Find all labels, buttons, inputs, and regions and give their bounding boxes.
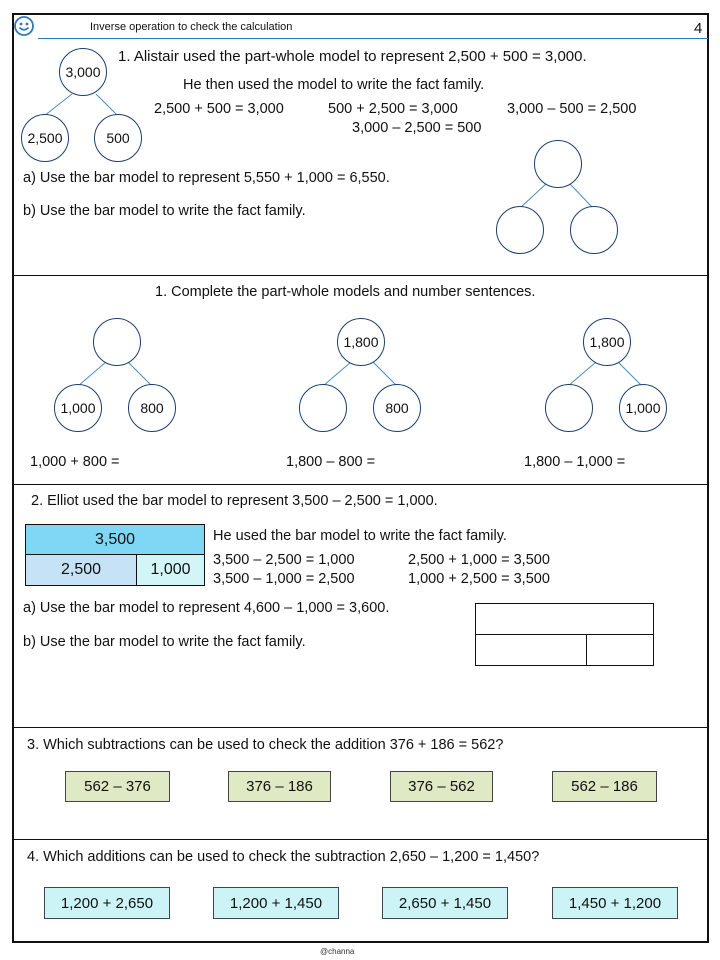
model-c-part-left[interactable] bbox=[545, 384, 593, 432]
fact-2: 500 + 2,500 = 3,000 bbox=[328, 101, 458, 117]
addition-option-3[interactable]: 2,650 + 1,450 bbox=[382, 887, 508, 919]
page-number: 4 bbox=[694, 20, 703, 37]
section-divider bbox=[14, 839, 708, 840]
section-divider bbox=[14, 484, 708, 485]
empty-bar-part-right[interactable] bbox=[586, 634, 654, 666]
part-circle-left: 2,500 bbox=[21, 114, 69, 162]
subtraction-option-2[interactable]: 376 – 186 bbox=[228, 771, 331, 802]
bar-task-b: b) Use the bar model to write the fact family. bbox=[23, 634, 306, 650]
empty-bar-part-left[interactable] bbox=[475, 634, 587, 666]
addition-option-2[interactable]: 1,200 + 1,450 bbox=[213, 887, 339, 919]
empty-part-circle-left[interactable] bbox=[496, 206, 544, 254]
question-2-text: 2. Elliot used the bar model to represent 3,500 – 2,500 = 1,000. bbox=[31, 493, 438, 509]
fact-4: 3,000 – 2,500 = 500 bbox=[352, 120, 482, 136]
bar-fact-family-intro: He used the bar model to write the fact family. bbox=[213, 528, 507, 544]
bar-task-a: a) Use the bar model to represent 4,600 – 1,000 = 3,600. bbox=[23, 600, 390, 616]
fact-family-intro: He then used the model to write the fact family. bbox=[183, 77, 485, 93]
addition-option-4[interactable]: 1,450 + 1,200 bbox=[552, 887, 678, 919]
bar-fact-2: 2,500 + 1,000 = 3,500 bbox=[408, 552, 550, 568]
question-1-text: 1. Alistair used the part-whole model to represent 2,500 + 500 = 3,000. bbox=[118, 48, 587, 65]
model-a-part-left: 1,000 bbox=[54, 384, 102, 432]
question-4-text: 4. Which additions can be used to check the subtraction 2,650 – 1,200 = 1,450? bbox=[27, 849, 540, 865]
model-c-whole: 1,800 bbox=[583, 318, 631, 366]
bar-part-left: 2,500 bbox=[25, 554, 137, 586]
section-divider bbox=[14, 275, 708, 276]
fact-3: 3,000 – 500 = 2,500 bbox=[507, 101, 637, 117]
addition-option-1[interactable]: 1,200 + 2,650 bbox=[44, 887, 170, 919]
task-a: a) Use the bar model to represent 5,550 + 1,000 = 6,550. bbox=[23, 170, 390, 186]
bar-fact-1: 3,500 – 2,500 = 1,000 bbox=[213, 552, 355, 568]
bar-fact-3: 3,500 – 1,000 = 2,500 bbox=[213, 571, 355, 587]
bar-part-right: 1,000 bbox=[136, 554, 205, 586]
empty-whole-circle[interactable] bbox=[534, 140, 582, 188]
model-c-sentence[interactable]: 1,800 – 1,000 = bbox=[524, 454, 626, 470]
model-c-part-right: 1,000 bbox=[619, 384, 667, 432]
worksheet-title: Inverse operation to check the calculation bbox=[90, 21, 293, 33]
subtraction-option-3[interactable]: 376 – 562 bbox=[390, 771, 493, 802]
model-b-whole: 1,800 bbox=[337, 318, 385, 366]
empty-part-circle-right[interactable] bbox=[570, 206, 618, 254]
header-rule bbox=[38, 38, 708, 39]
section-divider bbox=[14, 727, 708, 728]
part-circle-right: 500 bbox=[94, 114, 142, 162]
question-complete-text: 1. Complete the part-whole models and number sentences. bbox=[155, 284, 536, 300]
model-a-whole[interactable] bbox=[93, 318, 141, 366]
subtraction-option-4[interactable]: 562 – 186 bbox=[552, 771, 657, 802]
smiley-icon bbox=[14, 16, 34, 36]
model-a-part-right: 800 bbox=[128, 384, 176, 432]
footer-credit: @channa bbox=[320, 947, 355, 956]
model-a-sentence[interactable]: 1,000 + 800 = bbox=[30, 454, 120, 470]
model-b-part-left[interactable] bbox=[299, 384, 347, 432]
model-b-part-right: 800 bbox=[373, 384, 421, 432]
empty-bar-whole[interactable] bbox=[475, 603, 654, 635]
whole-circle: 3,000 bbox=[59, 48, 107, 96]
question-3-text: 3. Which subtractions can be used to check the addition 376 + 186 = 562? bbox=[27, 737, 504, 753]
model-b-sentence[interactable]: 1,800 – 800 = bbox=[286, 454, 376, 470]
fact-1: 2,500 + 500 = 3,000 bbox=[154, 101, 284, 117]
task-b: b) Use the bar model to write the fact family. bbox=[23, 203, 306, 219]
bar-fact-4: 1,000 + 2,500 = 3,500 bbox=[408, 571, 550, 587]
bar-whole: 3,500 bbox=[25, 524, 205, 555]
subtraction-option-1[interactable]: 562 – 376 bbox=[65, 771, 170, 802]
